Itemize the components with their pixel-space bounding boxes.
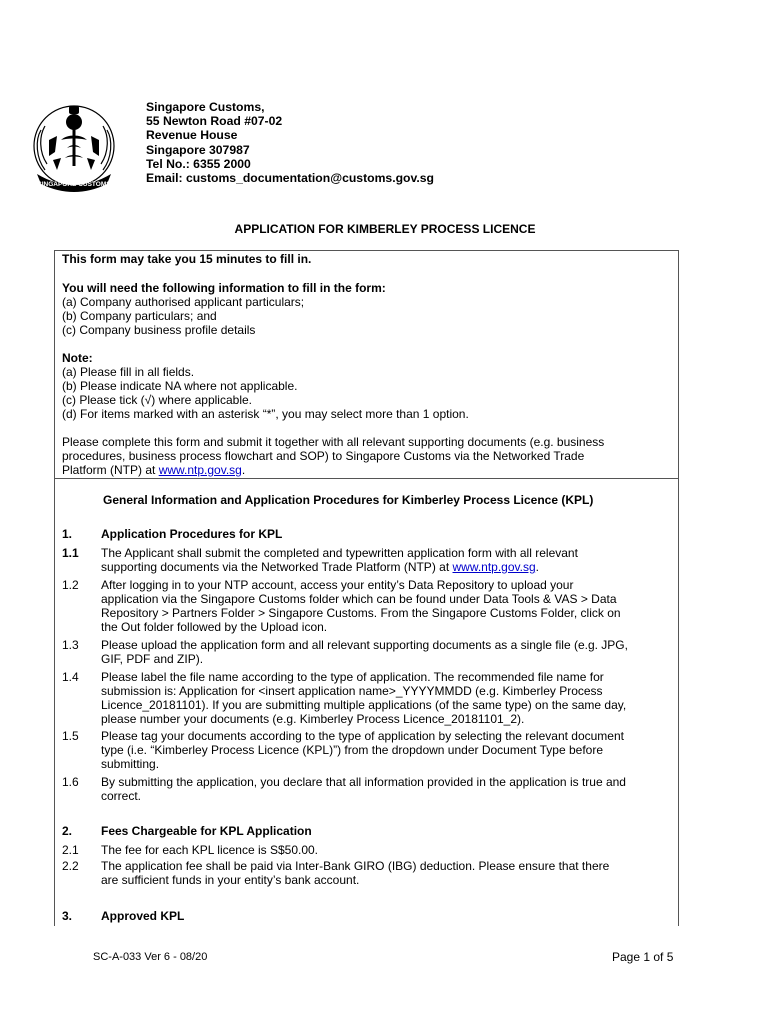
item-text (101, 670, 671, 726)
section-number: 1. (62, 527, 73, 541)
item-number: 1.4 (62, 670, 79, 684)
address-line: Tel No.: 6355 2000 (146, 156, 251, 171)
item-number: 1.6 (62, 775, 79, 789)
item-line: are sufficient funds in your entity’s bank account. (101, 873, 360, 887)
section-title: Fees Chargeable for KPL Application (101, 824, 312, 838)
item-line: submitting. (101, 757, 160, 771)
note-heading: Note: (62, 351, 93, 365)
address-line: Singapore 307987 (146, 142, 250, 157)
item-line: Licence_20181101). If you are submitting multiple applications (of the same type) on the same day, (101, 698, 627, 712)
item-text (101, 729, 671, 771)
ntp-link[interactable]: www.ntp.gov.sg (452, 560, 536, 574)
item-text (101, 775, 671, 803)
address-line: Revenue House (146, 128, 238, 143)
general-heading: General Information and Application Procedures for Kimberley Process Licence (KPL) (103, 493, 594, 507)
singapore-customs-seal (27, 100, 121, 196)
need-item: (b) Company particulars; and (62, 309, 217, 323)
item-number: 1.3 (62, 638, 79, 652)
need-item: (a) Company authorised applicant particulars; (62, 295, 305, 309)
item-text (101, 638, 671, 666)
letterhead-address (146, 100, 434, 185)
item-number: 1.2 (62, 578, 79, 592)
submit-instructions (62, 463, 245, 477)
page-number: Page 1 of 5 (612, 950, 674, 964)
item-line: Please upload the application form and all relevant supporting documents as a single file (e.g. JPG, (101, 638, 628, 652)
note-item: (b) Please indicate NA where not applicable. (62, 379, 298, 393)
submit-instructions: procedures, business process flowchart and SOP) to Singapore Customs via the Networked Trade (62, 449, 585, 463)
item-text (101, 578, 671, 634)
note-item: (d) For items marked with an asterisk “*”, you may select more than 1 option. (62, 407, 469, 421)
item-number: 2.2 (62, 859, 79, 873)
item-line: GIF, PDF and ZIP). (101, 652, 204, 666)
item-line: Repository > Partners Folder > Singapore Customs. From the Singapore Customs Folder, click on (101, 606, 621, 620)
form-code: SC-A-033 Ver 6 - 08/20 (93, 951, 208, 963)
item-line: the Out folder followed by the Upload icon. (101, 620, 328, 634)
item-line: submission is: Application for <insert application name>_YYYYMMDD (e.g. Kimberley Process (101, 684, 603, 698)
item-text (101, 843, 671, 857)
page-title: APPLICATION FOR KIMBERLEY PROCESS LICENCE (234, 222, 536, 236)
item-number: 2.1 (62, 843, 79, 857)
item-line: After logging in to your NTP account, access your entity’s Data Repository to upload your (101, 578, 574, 592)
item-number: 1.5 (62, 729, 79, 743)
section-divider (54, 478, 678, 479)
item-number: 1.1 (62, 546, 79, 560)
item-line-end: . (535, 560, 539, 574)
section-number: 2. (62, 824, 73, 838)
item-line (101, 560, 671, 574)
item-line: By submitting the application, you declare that all information provided in the application is true and (101, 775, 626, 789)
note-item: (c) Please tick (√) where applicable. (62, 393, 252, 407)
section-title: Application Procedures for KPL (101, 527, 283, 541)
item-line: correct. (101, 789, 142, 803)
item-line: Please tag your documents according to the type of application by selecting the relevant document (101, 729, 624, 743)
section-title: Approved KPL (101, 909, 185, 923)
seal-banner-text: SINGAPORE CUSTOMS (37, 181, 111, 188)
address-line: Email: customs_documentation@customs.gov.sg (146, 171, 434, 186)
ntp-link[interactable]: www.ntp.gov.sg (158, 463, 242, 477)
item-line: The application fee shall be paid via Inter-Bank GIRO (IBG) deduction. Please ensure that there (101, 859, 610, 873)
submit-end: . (241, 463, 246, 477)
time-note: This form may take you 15 minutes to fill in. (62, 252, 312, 266)
item-line: The Applicant shall submit the completed and typewritten application form with all relevant (101, 546, 578, 560)
address-line: 55 Newton Road #07-02 (146, 114, 283, 129)
item-line: The fee for each KPL licence is S$50.00. (101, 843, 319, 857)
item-line-text: supporting documents via the Networked Trade Platform (NTP) at (101, 560, 453, 574)
note-item: (a) Please fill in all fields. (62, 365, 195, 379)
item-text (101, 859, 671, 887)
item-line: please number your documents (e.g. Kimberley Process Licence_20181101_2). (101, 712, 525, 726)
item-text (101, 546, 671, 574)
submit-instructions: Please complete this form and submit it together with all relevant supporting documents (e.g. business (62, 435, 605, 449)
item-line: application via the Singapore Customs folder which can be found under Data Tools & VAS > Data (101, 592, 617, 606)
item-line: type (i.e. “Kimberley Process Licence (KPL)”) from the dropdown under Document Type before (101, 743, 604, 757)
submit-text: Platform (NTP) at (62, 463, 159, 477)
section-number: 3. (62, 909, 73, 923)
need-item: (c) Company business profile details (62, 323, 256, 337)
item-line: Please label the file name according to the type of application. The recommended file name for (101, 670, 604, 684)
need-heading: You will need the following information to fill in the form: (62, 281, 386, 295)
address-line: Singapore Customs, (146, 100, 265, 114)
